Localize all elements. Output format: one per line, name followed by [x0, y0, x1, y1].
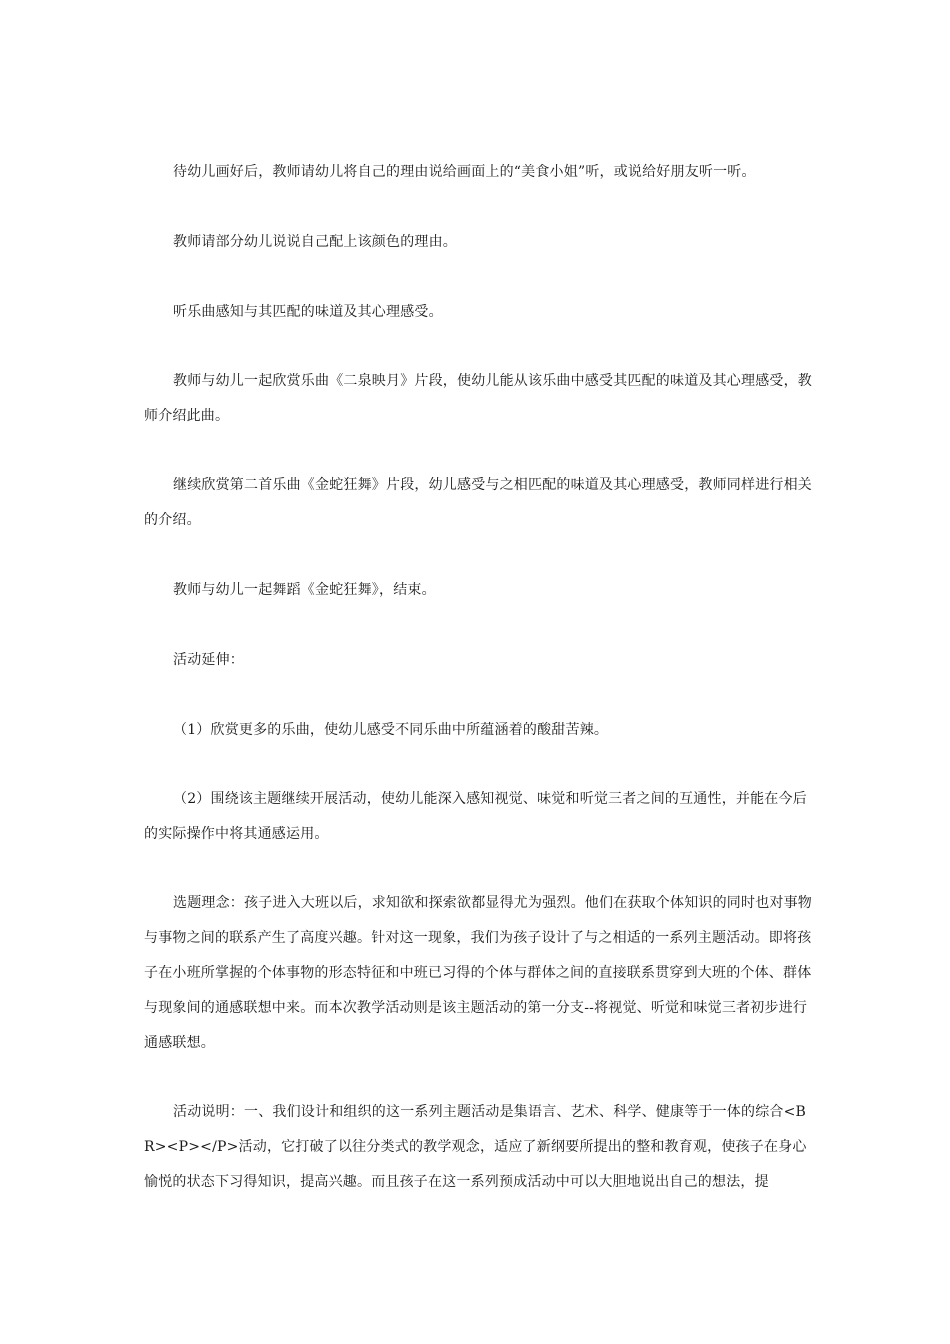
- paragraph-6: 教师与幼儿一起舞蹈《金蛇狂舞》，结束。: [173, 582, 436, 598]
- paragraph-1: 待幼儿画好后，教师请幼儿将自己的理由说给画面上的“美食小姐”听，或说给好朋友听一听。: [173, 164, 756, 180]
- paragraph-activity-notes: 活动说明：一、我们设计和组织的这一系列主题活动是集语言、艺术、科学、健康等于一体的综合<BR><P></P>活动，它打破了以往分类式的教学观念，适应了新纲要所提出的整和教育观，使孩子在身心愉悦的状态下习得知识，提高兴趣。而且孩子在这一系列预成活动中可以大胆地说出自己的想法，提: [144, 1104, 807, 1190]
- paragraph-extension-1: （1）欣赏更多的乐曲，使幼儿感受不同乐曲中所蕴涵着的酸甜苦辣。: [173, 722, 609, 738]
- paragraph-2: 教师请部分幼儿说说自己配上该颜色的理由。: [173, 234, 457, 250]
- paragraph-5: 继续欣赏第二首乐曲《金蛇狂舞》片段，幼儿感受与之相匹配的味道及其心理感受，教师同样进行相关的介绍。: [144, 477, 812, 528]
- paragraph-topic-rationale: 选题理念：孩子进入大班以后，求知欲和探索欲都显得尤为强烈。他们在获取个体知识的同时也对事物与事物之间的联系产生了高度兴趣。针对这一现象，我们为孩子设计了与之相适的一系列主题活动。即将孩子在小班所掌握的个体事物的形态特征和中班已习得的个体与群体之间的直接联系贯穿到大班的个体、群体与现象间的通感联想中来。而本次教学活动则是该主题活动的第一分支--将视觉、听觉和味觉三者初步进行通感联想。: [144, 895, 812, 1051]
- paragraph-4: 教师与幼儿一起欣赏乐曲《二泉映月》片段，使幼儿能从该乐曲中感受其匹配的味道及其心理感受，教师介绍此曲。: [144, 373, 812, 424]
- paragraph-3: 听乐曲感知与其匹配的味道及其心理感受。: [173, 304, 443, 320]
- paragraph-activity-extension: 活动延伸：: [173, 652, 244, 668]
- paragraph-extension-2: （2）围绕该主题继续开展活动，使幼儿能深入感知视觉、味觉和听觉三者之间的互通性，并能在今后的实际操作中将其通感运用。: [144, 791, 807, 842]
